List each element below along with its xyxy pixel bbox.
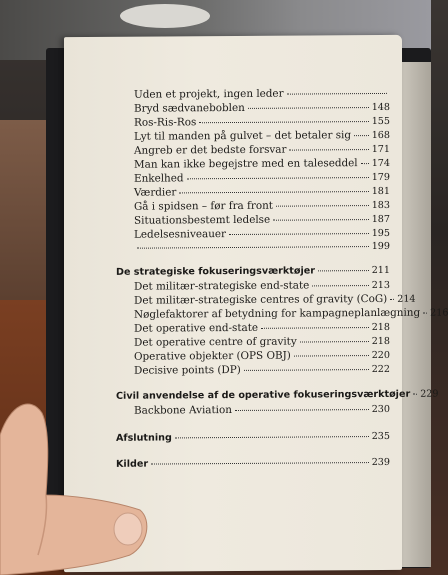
toc-row <box>134 241 390 255</box>
toc-leader <box>300 341 369 342</box>
toc-leader <box>361 163 369 164</box>
toc-entry-title: Ledelsesniveauer <box>134 228 227 241</box>
toc-section-title: Afslutning <box>116 432 172 444</box>
toc-leader <box>294 355 369 357</box>
toc-entry-page: 148 <box>371 101 390 114</box>
toc-entry-page: 218 <box>371 335 390 348</box>
background-stool <box>120 4 210 28</box>
toc-entry-page: 216 <box>430 307 448 319</box>
toc-entry-title: Det militær-strategiske end-state <box>134 279 310 293</box>
toc-row <box>134 129 390 144</box>
toc-row <box>134 279 390 294</box>
toc-section-row <box>116 265 390 279</box>
toc-section-title: Civil anvendelse af de operative fokuseringsværktøjer <box>116 388 411 402</box>
toc-section-row <box>116 431 390 445</box>
toc-entry-page: 181 <box>371 185 390 198</box>
toc-leader <box>151 462 369 465</box>
toc-entry-title: Uden et projekt, ingen leder <box>134 87 284 101</box>
toc-leader <box>287 93 387 95</box>
toc-row <box>134 143 390 158</box>
toc-entry-title: Gå i spidsen – før fra front <box>134 199 273 213</box>
toc-entry-title: Nøglefaktorer af betydning for kampagneplanlægning <box>134 306 421 321</box>
toc-row <box>134 213 390 228</box>
toc-entry-page: 222 <box>371 363 390 376</box>
toc-row <box>134 171 390 186</box>
toc-section-row <box>116 457 390 471</box>
toc-leader <box>229 233 369 235</box>
toc-entry-title: Værdier <box>134 186 177 199</box>
toc-row <box>134 157 390 172</box>
toc-leader <box>318 270 369 271</box>
toc-leader <box>390 299 394 300</box>
toc-entry-page: 155 <box>371 115 390 128</box>
toc-leader <box>354 135 369 136</box>
toc-leader <box>261 327 369 329</box>
toc-entry-title: Man kan ikke begejstre med en taleseddel <box>134 157 358 171</box>
toc-row <box>134 363 390 378</box>
toc-entry-title: Enkelhed <box>134 172 184 185</box>
toc-section-title: Kilder <box>116 458 149 470</box>
toc-leader <box>289 149 368 151</box>
toc-entry-page: 171 <box>371 143 390 156</box>
toc-entry-page: 214 <box>397 293 416 305</box>
toc-entry-title: Operative objekter (OPS OBJ) <box>134 349 291 363</box>
toc-section-title: De strategiske fokuseringsværktøjer <box>116 265 315 278</box>
toc-row <box>134 199 390 214</box>
toc-row <box>134 306 448 322</box>
toc-entry-page: 218 <box>371 321 390 334</box>
toc-row <box>134 335 390 350</box>
toc-entry-page: 168 <box>371 129 390 142</box>
toc-entry-page: 230 <box>371 403 390 416</box>
toc-row <box>134 349 390 364</box>
toc-leader <box>248 107 369 109</box>
toc-leader <box>276 205 369 207</box>
toc-entry-title: Ros-Ris-Ros <box>134 116 197 129</box>
toc-row <box>134 185 390 200</box>
toc-row <box>134 87 390 101</box>
toc-entry-page: 211 <box>371 264 390 277</box>
toc-leader <box>175 436 369 438</box>
toc-entry-page: 213 <box>371 279 390 292</box>
toc-leader <box>413 394 417 395</box>
toc-entry-page: 199 <box>371 240 390 253</box>
toc-leader <box>312 285 368 286</box>
toc-entry-page: 235 <box>371 430 390 443</box>
toc-entry-page: 229 <box>420 388 439 400</box>
toc-entry-title: Situationsbestemt ledelse <box>134 213 271 227</box>
toc-row <box>134 101 390 116</box>
toc-row <box>134 403 390 418</box>
toc-entry-page: 179 <box>371 171 390 184</box>
toc-entry-title: Decisive points (DP) <box>134 363 241 377</box>
toc-row <box>134 227 390 242</box>
toc-entry-title: Bryd sædvaneboblen <box>134 101 245 115</box>
toc-entry-title: Det militær-strategiske centres of gravity (CoG) <box>134 292 388 307</box>
toc-entry-title: Det operative centre of gravity <box>134 335 297 349</box>
toc-row <box>134 321 390 336</box>
toc-entry-title: Det operative end-state <box>134 321 259 335</box>
toc-entry-page: 183 <box>371 199 390 212</box>
toc-leader <box>423 313 427 314</box>
toc-entry-title: Backbone Aviation <box>134 404 232 417</box>
hand-holding-book <box>0 395 150 575</box>
toc-entry-page: 220 <box>371 349 390 362</box>
toc-leader <box>187 177 369 179</box>
toc-entry-page: 239 <box>371 456 390 469</box>
toc-entry-page: 195 <box>371 227 390 240</box>
toc-row <box>134 115 390 130</box>
toc-leader <box>244 369 369 371</box>
toc-section-row <box>116 388 439 403</box>
toc-entry-page: 187 <box>371 213 390 226</box>
toc-leader <box>179 191 368 193</box>
toc-leader <box>235 409 369 411</box>
toc-entry-page: 174 <box>371 157 390 170</box>
toc-leader <box>137 246 369 249</box>
toc-leader <box>273 219 369 221</box>
toc-entry-title: Lyt til manden på gulvet – det betaler sig <box>134 129 352 143</box>
toc-leader <box>199 121 368 123</box>
toc-entry-title: Angreb er det bedste forsvar <box>134 143 287 157</box>
toc-row <box>134 292 416 308</box>
